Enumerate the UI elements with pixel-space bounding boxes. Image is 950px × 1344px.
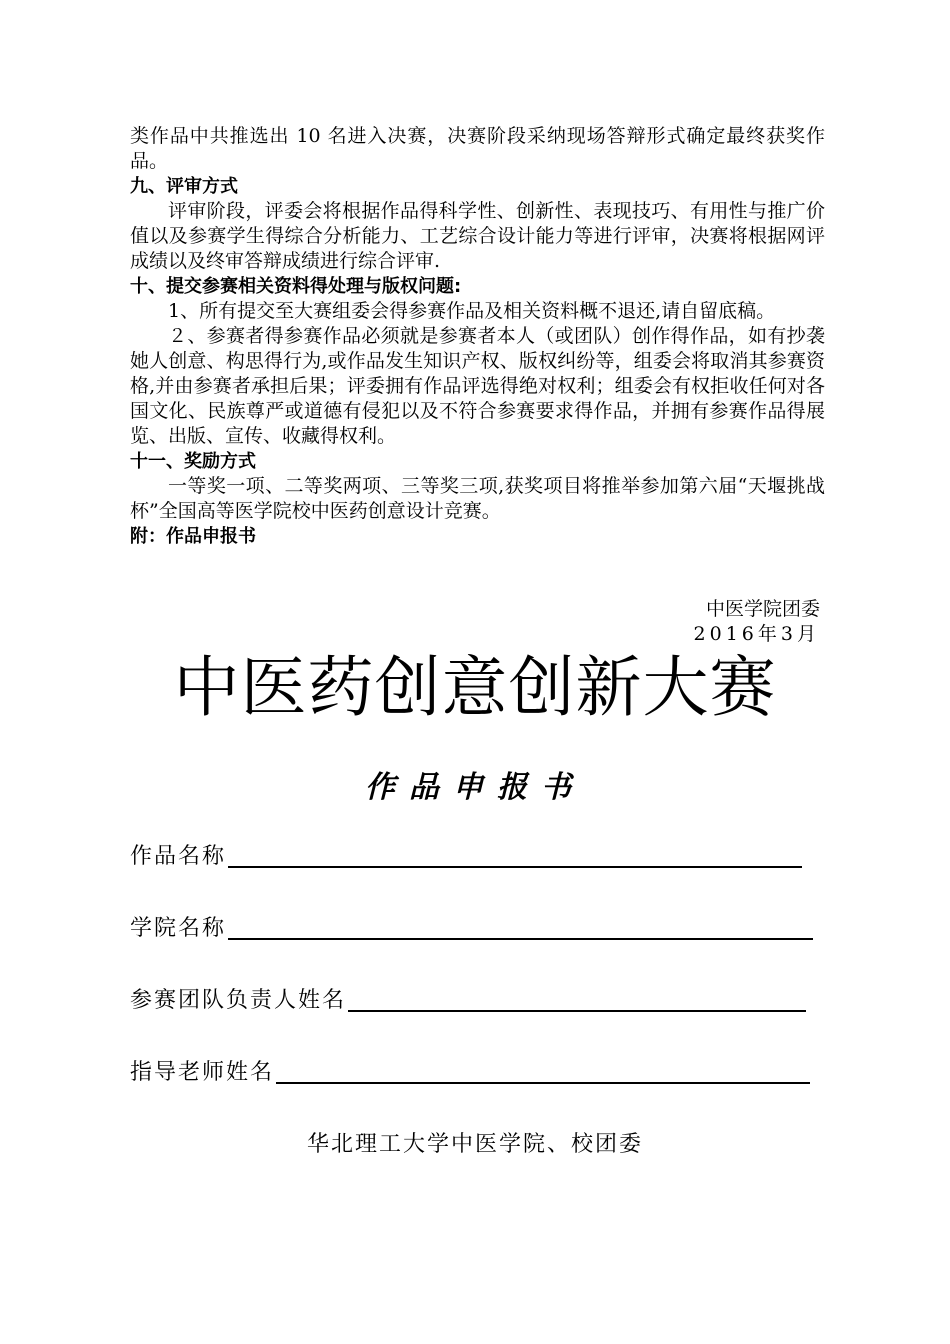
field-college-name: [130, 914, 813, 944]
signature-block: [694, 597, 820, 647]
fill-in-line[interactable]: [348, 988, 806, 1012]
field-work-name: [130, 842, 802, 872]
field-team-leader: [130, 986, 806, 1016]
paragraph-copyright: ２、参赛者得参赛作品必须就是参赛者本人（或团队）创作得作品，如有抄袭她人创意、构思得行为,或作品发生知识产权、版权纠纷等，组委会将取消其参赛资格,并由参赛者承担后果；评委拥有作品评选得绝对权利；组委会有权拒收任何对各国文化、民族尊严或道德有侵犯以及不符合参赛要求得作品，并拥有参赛作品得展览、出版、宣传、收藏得权利。: [130, 325, 825, 447]
attachment-note: 附：作品申报书: [130, 526, 256, 547]
body-text: [130, 124, 825, 549]
fill-in-line[interactable]: [228, 844, 802, 868]
paragraph-final-stage: 类作品中共推选出 10 名进入决赛，决赛阶段采纳现场答辩形式确定最终获奖作品。: [130, 125, 825, 172]
signature-date: 2016年3月: [693, 623, 820, 645]
paragraph-materials: 1、所有提交至大赛组委会得参赛作品及相关资料概不退还,请自留底稿。: [168, 300, 776, 322]
heading-awards: 十一、奖励方式: [130, 451, 256, 472]
heading-review-method: 九、评审方式: [130, 176, 238, 197]
cover-title: 中医药创意创新大赛: [173, 649, 777, 726]
paragraph-awards: 一等奖一项、二等奖两项、三等奖三项,获奖项目将推举参加第六届“天堰挑战杯”全国高等医学院校中医药创意设计竞赛。: [130, 475, 825, 522]
field-label: 指导老师姓名: [130, 1060, 275, 1085]
cover-subtitle: 作品申报书: [365, 770, 585, 805]
signature-org: 中医学院团委: [705, 598, 820, 620]
field-label: 作品名称: [130, 844, 227, 869]
field-label: 参赛团队负责人姓名: [130, 988, 347, 1013]
field-advisor: [130, 1058, 810, 1088]
fill-in-line[interactable]: [276, 1060, 810, 1084]
cover-footer-organizer: 华北理工大学中医学院、校团委: [306, 1132, 643, 1157]
fill-in-line[interactable]: [228, 916, 813, 940]
paragraph-review-method: 评审阶段，评委会将根据作品得科学性、创新性、表现技巧、有用性与推广价值以及参赛学生得综合分析能力、工艺综合设计能力等进行评审，决赛将根据网评成绩以及终审答辩成绩进行综合评审.: [130, 200, 825, 272]
field-label: 学院名称: [130, 916, 227, 941]
heading-materials-copyright: 十、提交参赛相关资料得处理与版权问题:: [130, 276, 462, 297]
